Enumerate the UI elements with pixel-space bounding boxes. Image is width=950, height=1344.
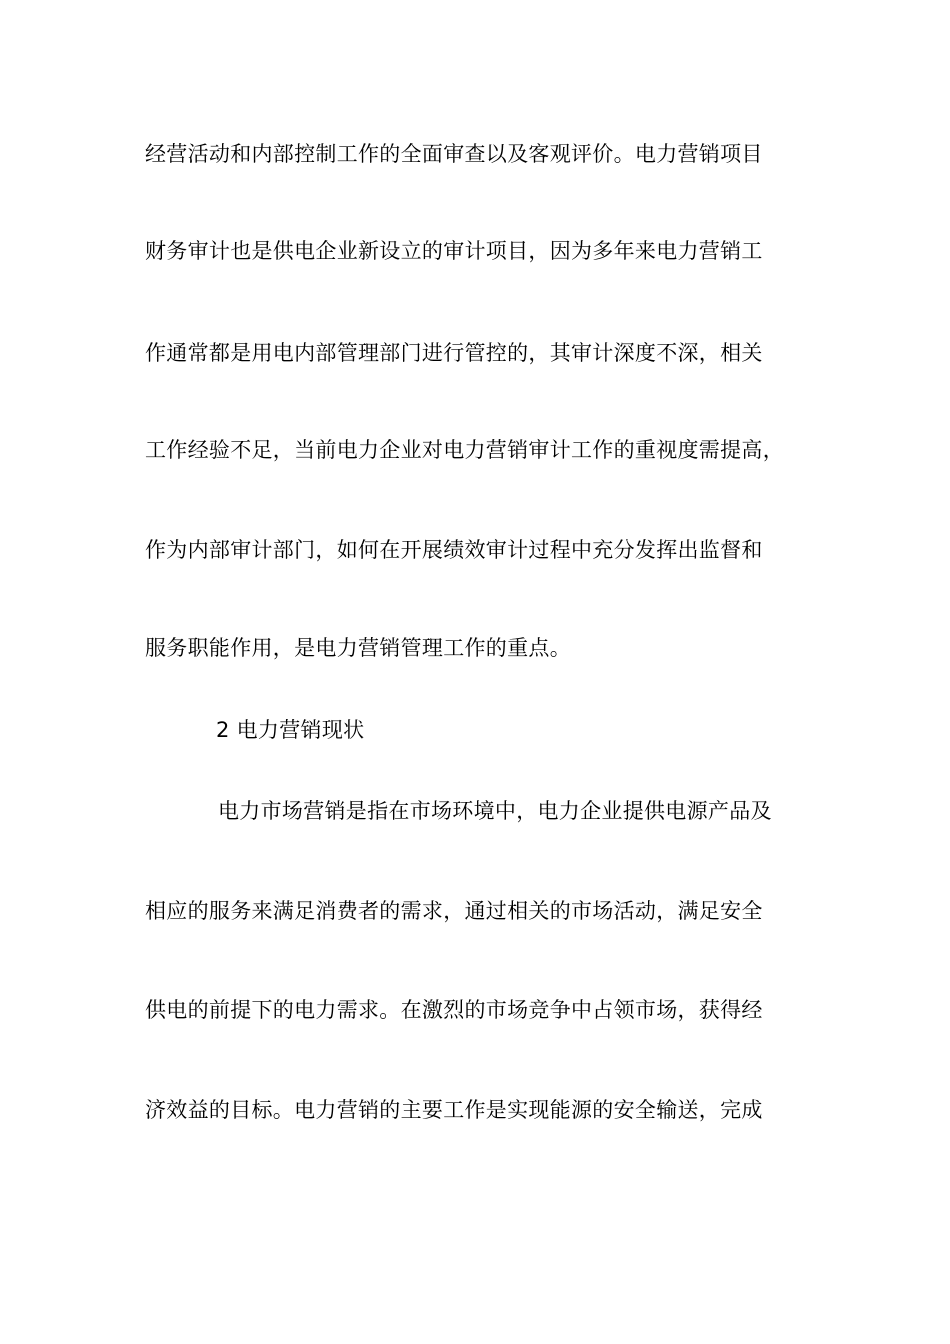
paragraph-line: 服务职能作用，是电力营销管理工作的重点。 bbox=[145, 636, 571, 660]
section-heading: 2 电力营销现状 bbox=[216, 718, 365, 742]
paragraph-line: 经营活动和内部控制工作的全面审查以及客观评价。电力营销项目 bbox=[145, 142, 763, 166]
paragraph-line: 作为内部审计部门，如何在开展绩效审计过程中充分发挥出监督和 bbox=[145, 538, 763, 562]
paragraph-line: 财务审计也是供电企业新设立的审计项目，因为多年来电力营销工 bbox=[145, 239, 763, 263]
paragraph-line: 工作经验不足，当前电力企业对电力营销审计工作的重视度需提高， bbox=[145, 438, 784, 462]
paragraph-line: 供电的前提下的电力需求。在激烈的市场竞争中占领市场，获得经 bbox=[145, 998, 763, 1022]
paragraph-line: 相应的服务来满足消费者的需求，通过相关的市场活动，满足安全 bbox=[145, 899, 763, 923]
paragraph-line: 电力市场营销是指在市场环境中，电力企业提供电源产品及 bbox=[218, 799, 772, 823]
paragraph-line: 济效益的目标。电力营销的主要工作是实现能源的安全输送，完成 bbox=[145, 1098, 763, 1122]
paragraph-line: 作通常都是用电内部管理部门进行管控的，其审计深度不深，相关 bbox=[145, 341, 763, 365]
